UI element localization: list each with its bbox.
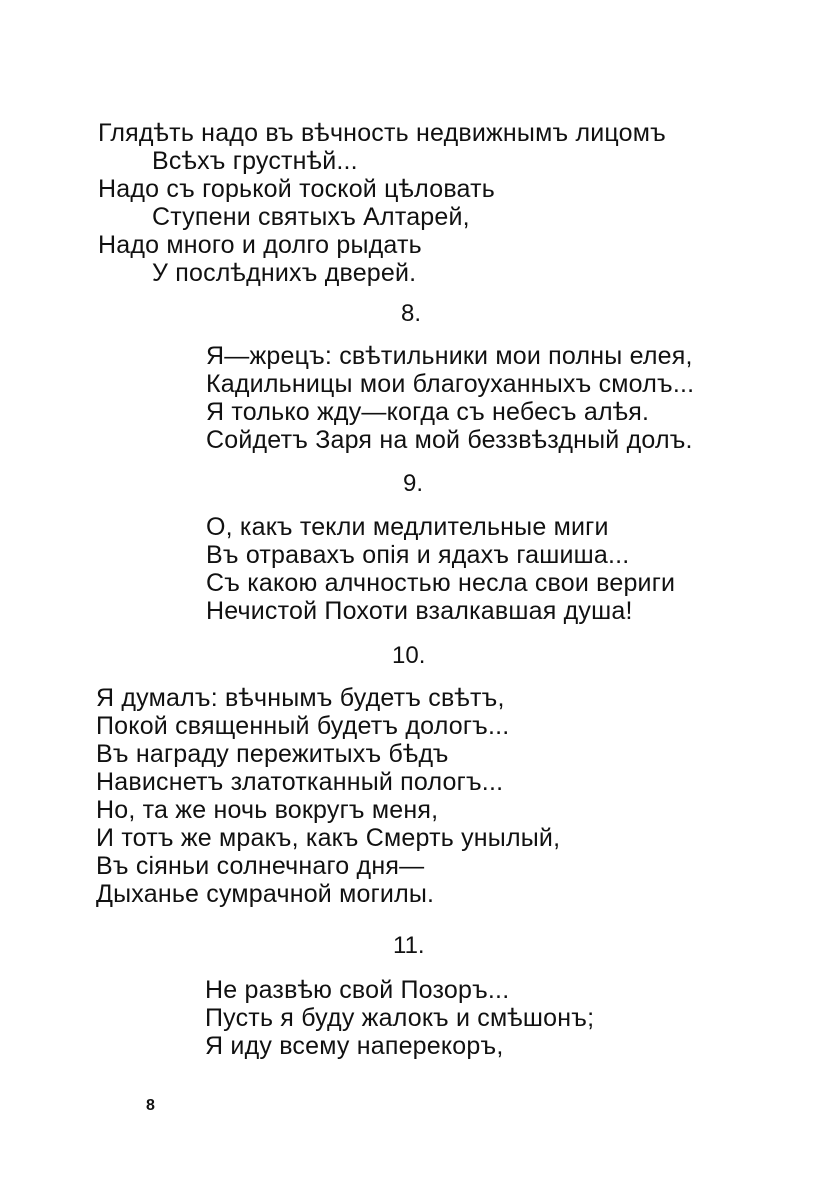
poem-line: Въ отравахъ опія и ядахъ гашиша... (206, 541, 630, 569)
poem-line: О, какъ текли медлительные миги (206, 513, 609, 541)
poem-line: Кадильницы мои благоуханныхъ смолъ... (206, 370, 695, 398)
poem-line: Я думалъ: вѣчнымъ будетъ свѣтъ, (96, 684, 505, 712)
poem-line: Но, та же ночь вокругъ меня, (96, 796, 439, 824)
poem-line: Дыханье сумрачной могилы. (96, 880, 435, 908)
poem-line: Глядѣть надо въ вѣчность недвижнымъ лицомъ (98, 119, 666, 147)
poem-line: Въ сіяньи солнечнаго дня— (96, 852, 425, 880)
poem-line: Въ награду пережитыхъ бѣдъ (96, 740, 449, 768)
poem-line: И тотъ же мракъ, какъ Смерть унылый, (96, 824, 561, 852)
poem-line: Нечистой Похоти взалкавшая душа! (206, 597, 633, 625)
poem-line: Сойдетъ Заря на мой беззвѣздный долъ. (206, 426, 693, 454)
section-number: 9. (403, 470, 424, 497)
poem-line: Всѣхъ грустнѣй... (152, 147, 358, 175)
section-number: 11. (393, 932, 425, 959)
poem-line: Надо много и долго рыдать (98, 231, 422, 259)
poem-line: Пусть я буду жалокъ и смѣшонъ; (205, 1004, 595, 1032)
poem-line: Покой священный будетъ дологъ... (96, 712, 510, 740)
poem-line: Нависнетъ златотканный пологъ... (96, 768, 504, 796)
poem-line: Ступени святыхъ Алтарей, (152, 203, 470, 231)
poem-line: Я—жрецъ: свѣтильники мои полны елея, (206, 342, 693, 370)
page-number: 8 (146, 1097, 155, 1114)
poem-line: Не развѣю свой Позоръ... (205, 976, 510, 1004)
poem-line: Съ какою алчностью несла свои вериги (206, 569, 676, 597)
poem-line: Я только жду—когда съ небесъ алѣя. (206, 398, 650, 426)
poem-line: У послѣднихъ дверей. (152, 259, 417, 287)
section-number: 8. (401, 300, 422, 327)
poem-line: Надо съ горькой тоской цѣловать (98, 175, 495, 203)
section-number: 10. (392, 642, 426, 669)
poem-line: Я иду всему наперекоръ, (205, 1032, 504, 1060)
